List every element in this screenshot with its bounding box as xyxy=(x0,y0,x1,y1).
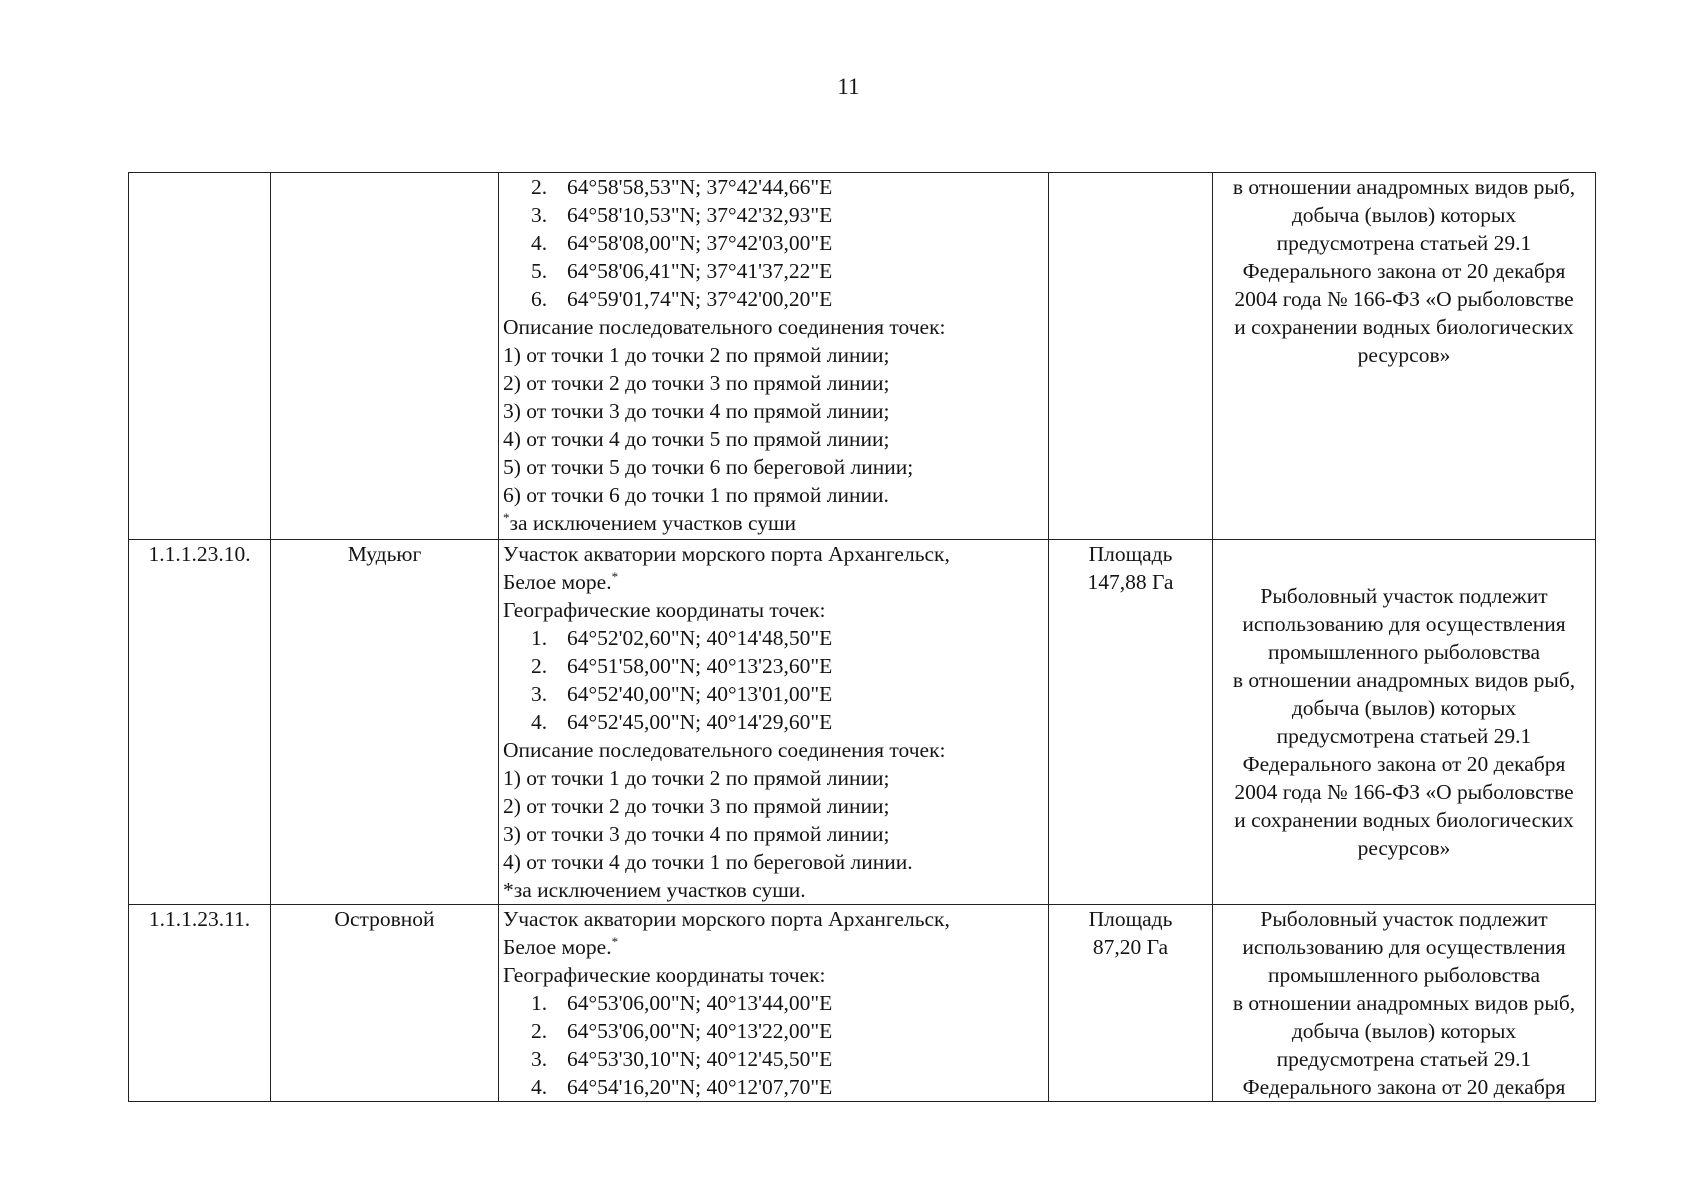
coordinate-point: 3. 64°53'30,10"N; 40°12'45,50"E xyxy=(531,1047,833,1071)
connection-step: 2) от точки 2 до точки 3 по прямой линии; xyxy=(503,794,890,818)
fishing-areas-table xyxy=(128,172,1596,1102)
table-row xyxy=(129,905,1596,1102)
coordinate-point: 4. 64°52'45,00"N; 40°14'29,60"E xyxy=(531,710,833,734)
area-size-cell xyxy=(1049,540,1213,905)
connection-step: 2) от точки 2 до точки 3 по прямой линии; xyxy=(503,371,890,395)
area-name-cell: Мудьюг xyxy=(271,540,499,905)
area-description-cell xyxy=(499,173,1049,540)
area-label: Площадь xyxy=(1088,907,1173,931)
area-name-cell xyxy=(271,173,499,540)
coordinate-point: 1. 64°53'06,00"N; 40°13'44,00"E xyxy=(531,991,833,1015)
row-number-cell xyxy=(129,173,271,540)
coordinate-point: 6. 64°59'01,74"N; 37°42'00,20"E xyxy=(531,287,833,311)
area-description-cell xyxy=(499,540,1049,905)
description-text: Белое море.* xyxy=(503,568,619,594)
area-value: 87,20 Га xyxy=(1092,935,1169,959)
coordinates-title: Географические координаты точек: xyxy=(503,598,826,622)
connection-step: 3) от точки 3 до точки 4 по прямой линии; xyxy=(503,399,890,423)
page-number: 11 xyxy=(837,74,860,99)
connection-step: 4) от точки 4 до точки 5 по прямой линии; xyxy=(503,427,890,451)
coordinate-point: 5. 64°58'06,41"N; 37°41'37,22"E xyxy=(531,259,833,283)
table-row xyxy=(129,540,1596,905)
row-number-cell: 1.1.1.23.11. xyxy=(129,905,271,1102)
connection-title: Описание последовательного соединения точек: xyxy=(503,738,946,762)
coordinate-point: 3. 64°52'40,00"N; 40°13'01,00"E xyxy=(531,682,833,706)
coordinate-point: 4. 64°54'16,20"N; 40°12'07,70"E xyxy=(531,1075,833,1099)
coordinates-title: Географические координаты точек: xyxy=(503,963,826,987)
coordinate-point: 3. 64°58'10,53"N; 37°42'32,93"E xyxy=(531,203,833,227)
usage-conditions-cell: Рыболовный участок подлежит использованию для осуществления промышленного рыболовства в отношении анадромных видов рыб, добыча (вылов) которых предусмотрена статьей 29.1 Федерального закона от 20 декабря xyxy=(1213,905,1596,1102)
usage-conditions-cell: Рыболовный участок подлежит использованию для осуществления промышленного рыболовства в отношении анадромных видов рыб, добыча (вылов) которых предусмотрена статьей 29.1 Федерального закона от 20 декабря 2004 года № 166-ФЗ «О рыболовстве и сохранении водных биологических ресурсов» xyxy=(1213,540,1596,905)
connection-step: 5) от точки 5 до точки 6 по береговой линии; xyxy=(503,455,914,479)
connection-title: Описание последовательного соединения точек: xyxy=(503,315,946,339)
coordinate-point: 2. 64°51'58,00"N; 40°13'23,60"E xyxy=(531,654,833,678)
area-value: 147,88 Га xyxy=(1087,570,1174,594)
table-row xyxy=(129,173,1596,540)
connection-step: 4) от точки 4 до точки 1 по береговой линии. xyxy=(503,850,913,874)
description-text: Участок акватории морского порта Архангельск, xyxy=(503,542,950,566)
footnote: *за исключением участков суши xyxy=(503,509,797,535)
area-description-cell xyxy=(499,905,1049,1102)
connection-step: 3) от точки 3 до точки 4 по прямой линии; xyxy=(503,822,890,846)
connection-step: 6) от точки 6 до точки 1 по прямой линии. xyxy=(503,483,889,507)
description-text: Участок акватории морского порта Архангельск, xyxy=(503,907,950,931)
footnote: *за исключением участков суши. xyxy=(503,878,806,902)
area-size-cell xyxy=(1049,173,1213,540)
usage-conditions-cell: в отношении анадромных видов рыб, добыча (вылов) которых предусмотрена статьей 29.1 Федерального закона от 20 декабря 2004 года № 166-ФЗ «О рыболовстве и сохранении водных биологических ресурсов» xyxy=(1213,173,1596,540)
coordinate-point: 2. 64°53'06,00"N; 40°13'22,00"E xyxy=(531,1019,833,1043)
area-label: Площадь xyxy=(1088,542,1173,566)
coordinate-point: 1. 64°52'02,60"N; 40°14'48,50"E xyxy=(531,626,833,650)
row-number-cell: 1.1.1.23.10. xyxy=(129,540,271,905)
coordinate-point: 4. 64°58'08,00"N; 37°42'03,00"E xyxy=(531,231,833,255)
connection-step: 1) от точки 1 до точки 2 по прямой линии; xyxy=(503,766,890,790)
area-name-cell: Островной xyxy=(271,905,499,1102)
description-text: Белое море.* xyxy=(503,933,619,959)
connection-step: 1) от точки 1 до точки 2 по прямой линии; xyxy=(503,343,890,367)
coordinate-point: 2. 64°58'58,53"N; 37°42'44,66"E xyxy=(531,175,833,199)
area-size-cell xyxy=(1049,905,1213,1102)
